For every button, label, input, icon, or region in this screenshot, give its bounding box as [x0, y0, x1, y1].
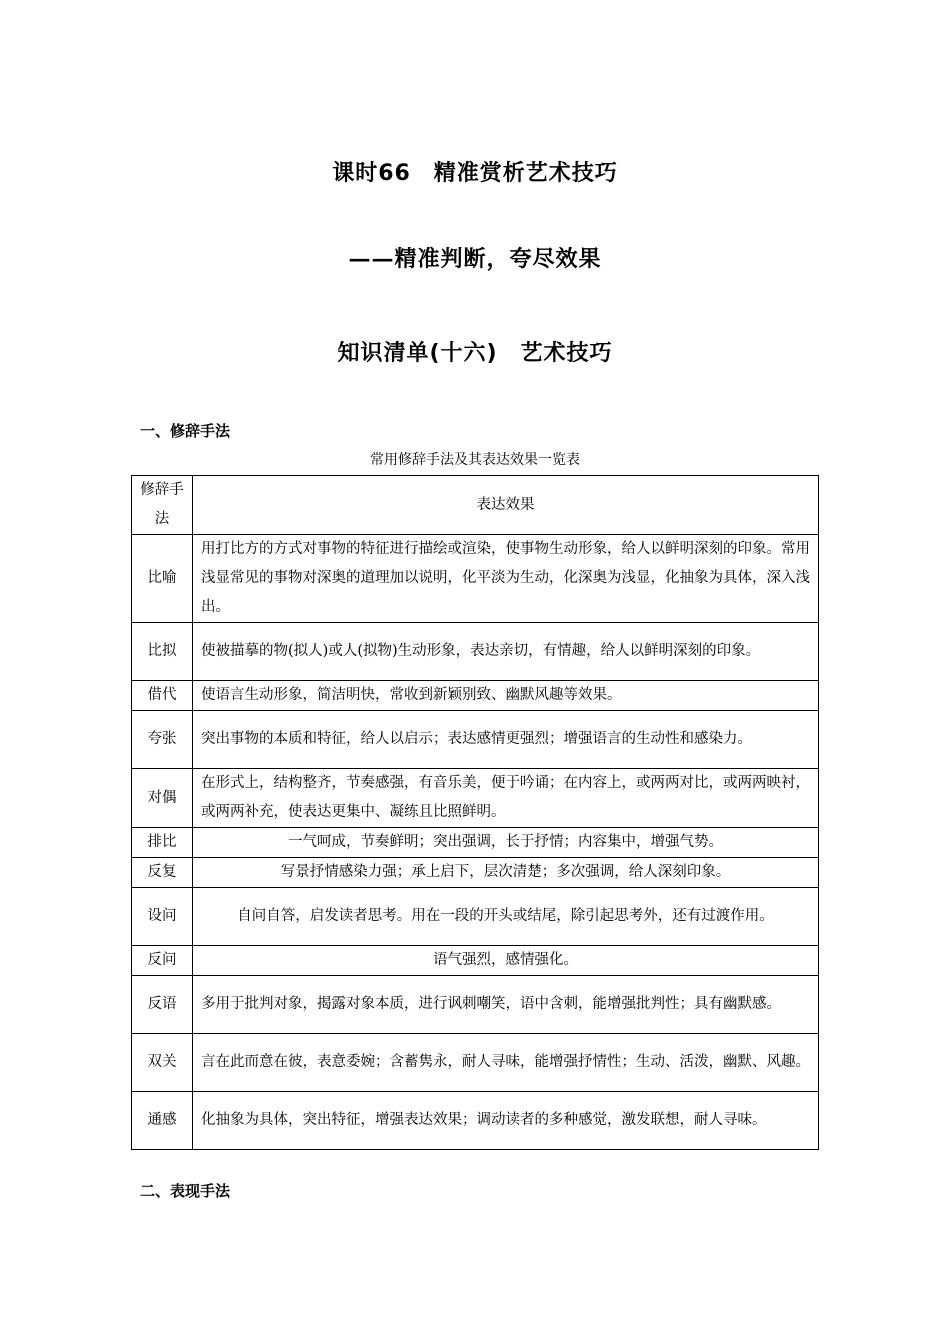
device-name: 借代	[132, 681, 193, 711]
device-name: 反问	[132, 946, 193, 976]
table-caption: 常用修辞手法及其表达效果一览表	[370, 452, 580, 468]
device-name: 排比	[132, 828, 193, 858]
device-effect: 语气强烈，感情强化。	[193, 946, 819, 976]
table-row	[132, 1092, 819, 1150]
table-row	[132, 681, 819, 711]
device-name: 设问	[132, 888, 193, 946]
subtitle: ——精准判断，夸尽效果	[348, 246, 602, 272]
table-row	[132, 711, 819, 769]
header-cell-effect: 表达效果	[193, 476, 819, 535]
rhetoric-table	[131, 475, 819, 1150]
table-row	[132, 946, 819, 976]
device-effect: 在形式上，结构整齐，节奏感强，有音乐美，便于吟诵；在内容上，或两两对比，或两两映衬，或两两补充，使表达更集中、凝练且比照鲜明。	[193, 769, 819, 828]
device-name: 反复	[132, 858, 193, 888]
lesson-title: 课时66 精准赏析艺术技巧	[332, 161, 618, 186]
device-name: 比喻	[132, 535, 193, 623]
device-name: 夸张	[132, 711, 193, 769]
table-row	[132, 769, 819, 828]
device-name: 反语	[132, 976, 193, 1034]
table-row	[132, 828, 819, 858]
device-effect: 一气呵成，节奏鲜明；突出强调，长于抒情；内容集中，增强气势。	[193, 828, 819, 858]
device-effect: 突出事物的本质和特征，给人以启示；表达感情更强烈；增强语言的生动性和感染力。	[193, 711, 819, 769]
device-effect: 用打比方的方式对事物的特征进行描绘或渲染，使事物生动形象，给人以鲜明深刻的印象。常用浅显常见的事物对深奥的道理加以说明，化平淡为生动，化深奥为浅显，化抽象为具体，深入浅出。	[193, 535, 819, 623]
device-effect: 化抽象为具体，突出特征，增强表达效果；调动读者的多种感觉，激发联想，耐人寻味。	[193, 1092, 819, 1150]
device-effect: 写景抒情感染力强；承上启下，层次清楚；多次强调，给人深刻印象。	[193, 858, 819, 888]
device-effect: 使被描摹的物(拟人)或人(拟物)生动形象，表达亲切，有情趣，给人以鲜明深刻的印象。	[193, 623, 819, 681]
section-heading-rhetoric: 一、修辞手法	[140, 422, 231, 440]
device-effect: 多用于批判对象，揭露对象本质，进行讽刺嘲笑，语中含刺，能增强批判性；具有幽默感。	[193, 976, 819, 1034]
header-cell-device: 修辞手法	[132, 476, 193, 535]
device-name: 通感	[132, 1092, 193, 1150]
table-row	[132, 976, 819, 1034]
device-name: 对偶	[132, 769, 193, 828]
device-effect: 言在此而意在彼，表意委婉；含蓄隽永，耐人寻味，能增强抒情性；生动、活泼，幽默、风趣。	[193, 1034, 819, 1092]
device-effect: 使语言生动形象，简洁明快，常收到新颖别致、幽默风趣等效果。	[193, 681, 819, 711]
device-effect: 自问自答，启发读者思考。用在一段的开头或结尾，除引起思考外，还有过渡作用。	[193, 888, 819, 946]
table-row	[132, 858, 819, 888]
device-name: 比拟	[132, 623, 193, 681]
table-header-row	[132, 476, 819, 535]
table-row	[132, 888, 819, 946]
table-row	[132, 1034, 819, 1092]
section-heading-expression: 二、表现手法	[140, 1182, 231, 1200]
list-title: 知识清单(十六) 艺术技巧	[337, 341, 613, 366]
table-row	[132, 535, 819, 623]
device-name: 双关	[132, 1034, 193, 1092]
table-row	[132, 623, 819, 681]
